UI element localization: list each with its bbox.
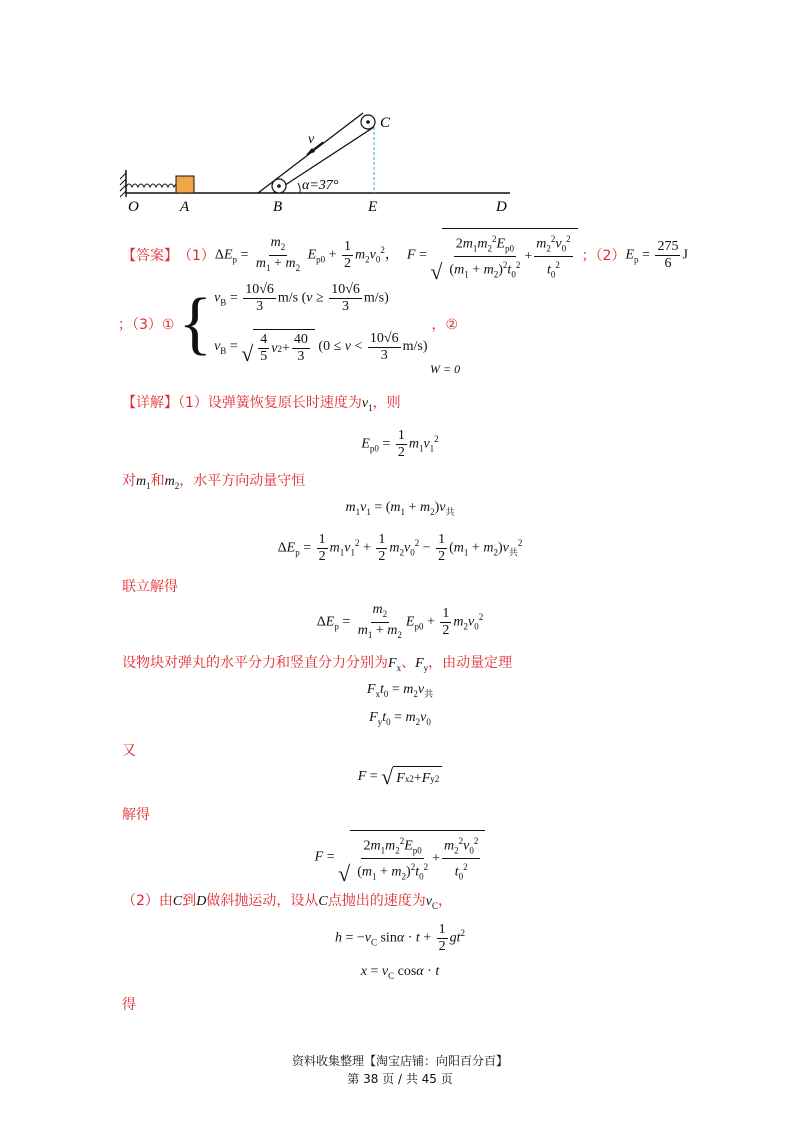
detail-line7c: 做斜抛运动，设从 (206, 893, 319, 909)
detail-line1-text: （1）设弹簧恢复原长时速度为 (178, 395, 362, 411)
answer-part1-label: （1） (178, 248, 215, 265)
label-B: B (273, 199, 283, 215)
ep-unit: J (682, 247, 688, 263)
detail-line2-end: ，水平方向动量守恒 (179, 473, 306, 489)
detail-line-8: 得 (122, 997, 136, 1013)
detail-line-1: 【详解】（1）设弹簧恢复原长时速度为$v_1$，则 (122, 395, 401, 413)
label-A: A (180, 199, 190, 215)
detail-line-7: （2）由C到D做斜抛运动，设从C点抛出的速度为$v_C$， (122, 893, 452, 911)
detail-line1-end: ，则 (372, 395, 401, 411)
footer-page-number: 第 38 页 / 共 45 页 (347, 1072, 453, 1086)
answer-sep: ，② (431, 316, 459, 333)
answer-tag: 【答案】 (122, 248, 178, 265)
label-D: D (496, 199, 507, 215)
label-C: C (380, 115, 391, 131)
label-angle: α=37° (302, 178, 339, 193)
label-v: v (308, 132, 315, 147)
eq-fx: $F_xt_0 = m_2v_共$ (366, 682, 434, 699)
footer-source: 资料收集整理【淘宝店铺：向阳百分百】 (291, 1054, 508, 1068)
answer-part2-label: ；（2） (581, 248, 626, 265)
answer-w: W = 0 (430, 362, 461, 376)
eq-energy: $\Delta E_p$ = $\frac{1}{2}$ $m_1v_1^2$ + $\frac{1}{2}$ $m_2v_0^2$ − $\frac{1}{2}$ $(m_1 + m_2)v_共^2$ (277, 532, 523, 564)
eq-momentum: $m_1v_1 = (m_1 + m_2)v_共$ (345, 500, 455, 517)
detail-line7a: （2）由 (122, 893, 173, 909)
detail-line2-text: 对 (122, 473, 136, 489)
answer-line-1 (122, 228, 800, 283)
ep-value-num: 275 (657, 238, 679, 254)
detail-line7e: ， (437, 893, 452, 909)
incline-diagram (118, 105, 518, 215)
detail-line-6: 解得 (122, 807, 150, 823)
answer-part3-label: ；（3）① (118, 316, 175, 333)
brace-system: { $v_B$ = $\frac{10√6}{3}$ m/s (v ≥ $\frac{10√6}{3}$ m/s) $v_B$ = √ $\frac{4}{5}$ v 2 + $\frac{40}{3}$ (0 ≤ v < $\frac{10√6}{3}$ m/s) (178, 282, 428, 366)
detail-line7b: 到 (182, 893, 197, 909)
eq-ep0: $E_{p0}$ = $\frac{1}{2}$ $m_1v_1^2$ (361, 428, 439, 460)
detail-line4-end: ，由动量定理 (428, 655, 513, 671)
eq-distance: $x = v_C$ cosα · t (360, 964, 440, 981)
answer-line-2 (118, 282, 798, 365)
eq-f-result: F = √ $\frac{2m_1m_2^2E_{p0}}{(m_1 + m_2)^2t_0^2}$ + $\frac{m_2^2v_0^2}{t_0^2}$ (0, 830, 800, 885)
detail-line4-text: 设物块对弹丸的水平分力和竖直分力分别为 (122, 655, 388, 671)
label-O: O (128, 199, 139, 215)
formula-delta-ep: $\Delta E_p$ = $\frac{m_2}{m_1 + m_2}$ $E_{p0}$ + $\frac{1}{2}$ $m_2v_0^2$， (214, 235, 399, 273)
eq-delta-ep: $\Delta E_p$ = $\frac{m_2}{m_1 + m_2}$ $E_{p0}$ + $\frac{1}{2}$ $m_2v_0^2$ (316, 602, 484, 640)
formula-force: F = √ $\frac{2m_1m_2^2E_{p0}}{(m_1 + m_2)^2t_0^2}$ + $\frac{m_2^2v_0^2}{t_0^2}$ (407, 228, 578, 283)
detail-line-4: 设物块对弹丸的水平分力和竖直分力分别为$F_x$、$F_y$，由动量定理 (122, 655, 513, 673)
eq-height: $h = -v_C$ sinα · t + $\frac{1}{2}$ $gt^2$ (334, 922, 466, 954)
formula-ep-value: $E_p$ = $\frac{275}{6}$ J (625, 238, 688, 271)
eq-fy: $F_yt_0 = m_2v_0$ (369, 710, 431, 727)
ep-value-den: 6 (664, 255, 672, 271)
detail-line2-mid: 和 (150, 473, 165, 489)
label-E: E (368, 199, 378, 215)
detail-line-2: 对$m_1$和$m_2$，水平方向动量守恒 (122, 473, 306, 491)
eq-f-magnitude: F = √ F x 2 + F y 2 (0, 766, 800, 788)
detail-line7d: 点抛出的速度为 (327, 893, 426, 909)
detail-line-5: 又 (122, 743, 136, 759)
detail-tag: 【详解】 (122, 395, 178, 411)
detail-line-3: 联立解得 (122, 579, 178, 595)
detail-line4-mid: 、 (401, 655, 416, 671)
